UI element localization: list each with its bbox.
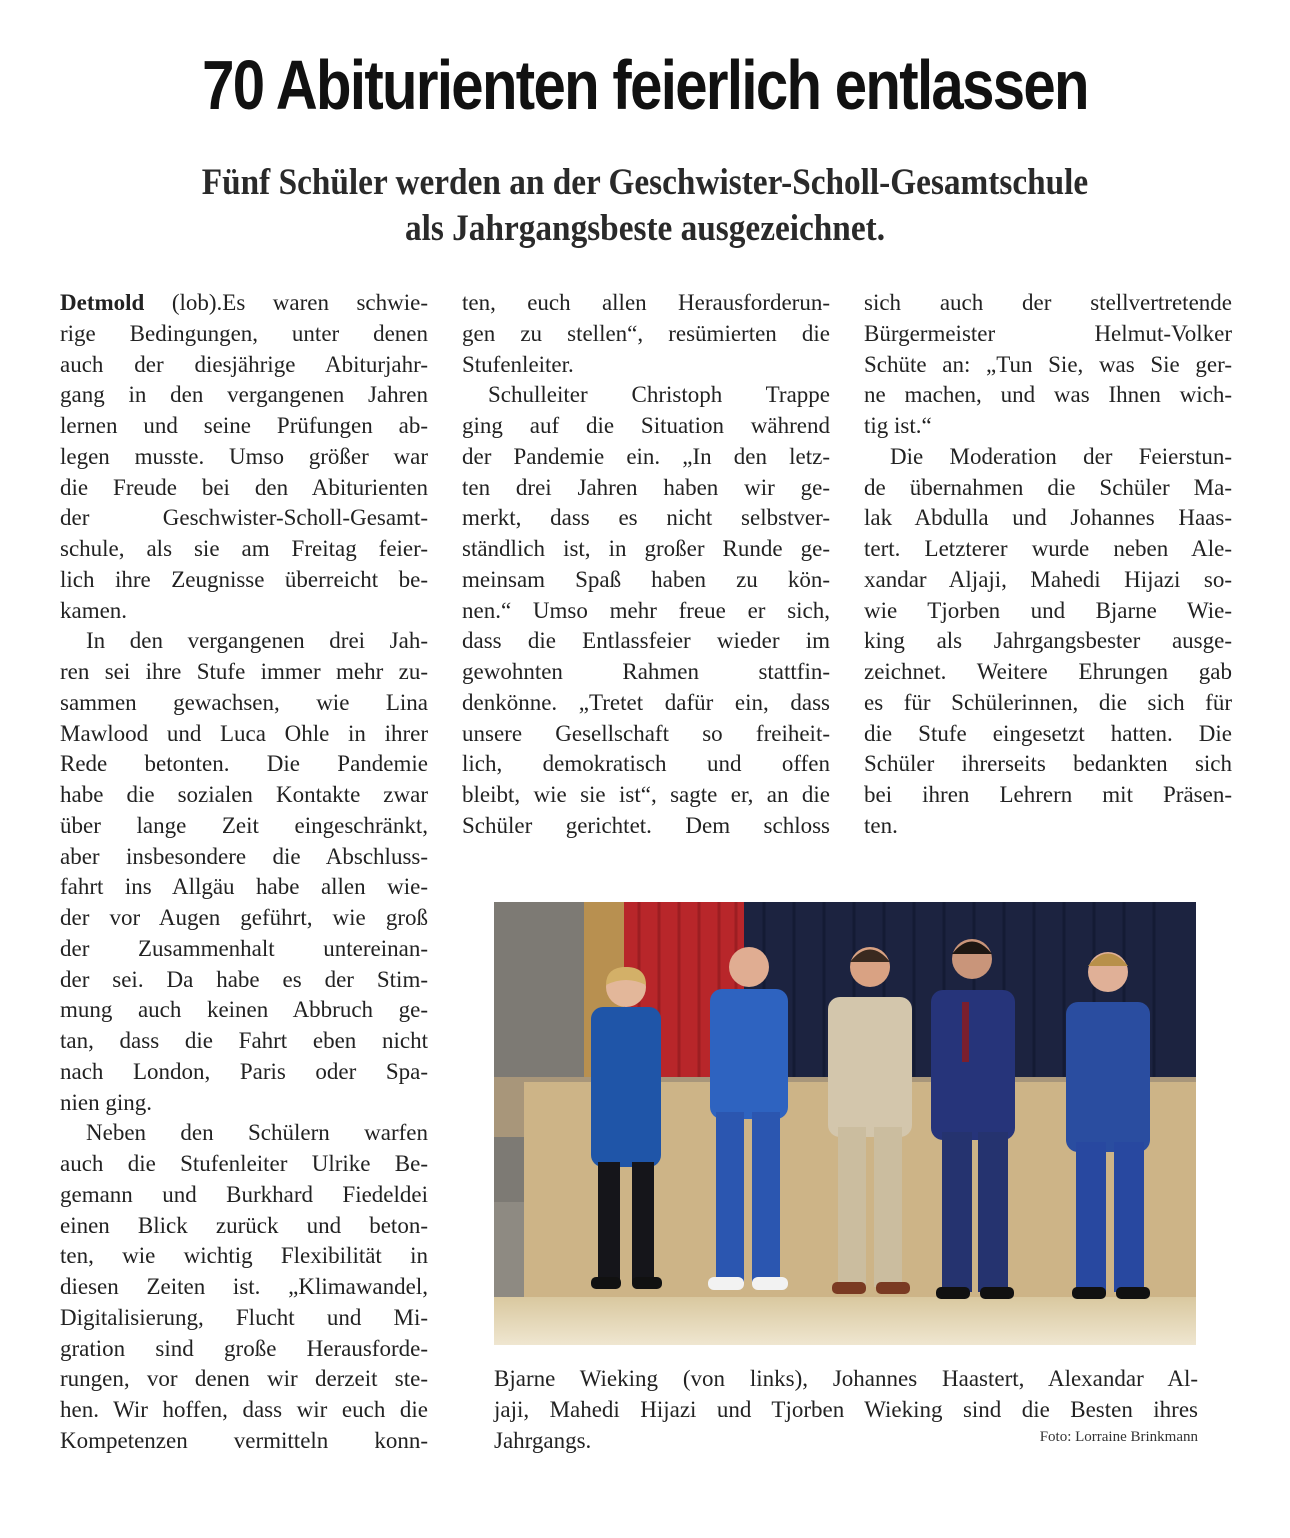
article-column-1 [60, 288, 428, 1457]
article-line: de übernahmen die Schüler Ma- [864, 474, 1232, 500]
article-line: der Geschwister-Scholl-Gesamt- [60, 505, 428, 531]
article-line: Stufenleiter. [462, 351, 574, 377]
article-line: wie Tjorben und Bjarne Wie- [864, 597, 1232, 623]
article-line: lich, demokratisch und offen [462, 751, 830, 777]
article-line: kamen. [60, 597, 128, 623]
article-line [60, 288, 428, 319]
article-line: fahrt ins Allgäu habe allen wie- [60, 874, 428, 900]
article-line: Schulleiter Christoph Trappe [488, 382, 830, 408]
article-line: bleibt, wie sie ist“, sagte er, an die [462, 782, 830, 807]
article-line: lernen und seine Prüfungen ab- [60, 413, 428, 438]
article-line: ten, wie wichtig Flexibilität in [60, 1243, 428, 1269]
article-line: tert. Letzterer wurde neben Ale- [864, 536, 1232, 561]
headline: 70 Abiturienten feierlich entlassen [202, 46, 1088, 124]
article-photo [494, 902, 1196, 1345]
article-line: nach London, Paris oder Spa- [60, 1058, 428, 1084]
article-line: In den vergangenen drei Jah- [86, 628, 428, 654]
article-line: mung auch keinen Abbruch ge- [60, 997, 428, 1023]
article-line: ten. [864, 812, 898, 838]
article-line: tig ist.“ [864, 413, 932, 438]
article-line: auch der diesjährige Abiturjahr- [60, 351, 428, 377]
article-line: ständlich ist, in großer Runde ge- [462, 536, 830, 561]
article-line: schule, als sie am Freitag feier- [60, 536, 428, 561]
article-line: die Freude bei den Abiturienten [60, 474, 428, 500]
article-line: unsere Gesellschaft so freiheit- [462, 720, 830, 746]
article-line: zeichnet. Weitere Ehrungen gab [864, 659, 1232, 684]
article-line: bei ihren Lehrern mit Präsen- [864, 782, 1232, 807]
caption-line: Bjarne Wieking (von links), Johannes Haastert, Alexandar Al- [494, 1366, 1198, 1391]
subheadline [65, 160, 1226, 252]
article-line: ne machen, und was Ihnen wich- [864, 382, 1232, 408]
article-line: der vor Augen geführt, wie groß [60, 905, 428, 930]
article-line: denkönne. „Tretet dafür ein, dass [462, 689, 830, 715]
article-column-3 [864, 288, 1232, 842]
article-line: Digitalisierung, Flucht und Mi- [60, 1304, 428, 1330]
caption-line: jaji, Mahedi Hijazi und Tjorben Wieking sind die Besten ihres [494, 1397, 1198, 1422]
article-line: merkt, dass es nicht selbstver- [462, 505, 830, 531]
article-line: über lange Zeit eingeschränkt, [60, 812, 428, 838]
article-line: die Stufe eingesetzt hatten. Die [864, 720, 1232, 746]
article-line: Bürgermeister Helmut-Volker [864, 320, 1232, 346]
article-line: Mawlood und Luca Ohle in ihrer [60, 720, 428, 746]
article-line: nen.“ Umso mehr freue er sich, [462, 597, 830, 623]
article-line-text: (lob).Es waren schwie- [144, 290, 428, 315]
article-line: der Pandemie ein. „In den letz- [462, 443, 830, 469]
article-line: Die Moderation der Feierstun- [890, 443, 1232, 469]
article-line: dass die Entlassfeier wieder im [462, 628, 830, 654]
photo-caption [494, 1363, 1198, 1456]
article-line: king als Jahrgangsbester ausge- [864, 628, 1232, 654]
article-line: sich auch der stellvertretende [864, 290, 1232, 315]
article-column-2 [462, 288, 830, 842]
caption-line: Jahrgangs. [494, 1428, 592, 1453]
article-line: diesen Zeiten ist. „Klimawandel, [60, 1274, 428, 1299]
article-line: legen musste. Umso größer war [60, 443, 428, 469]
article-line: es für Schülerinnen, die sich für [864, 689, 1232, 715]
article-line: rungen, vor denen wir derzeit ste- [60, 1366, 428, 1392]
subheadline-line: Fünf Schüler werden an der Geschwister-Scholl-Gesamtschule [201, 162, 1089, 203]
article-line: Schüler ihrerseits bedankten sich [864, 751, 1232, 777]
article-line: tan, dass die Fahrt eben nicht [60, 1028, 428, 1053]
article-line: lak Abdulla und Johannes Haas- [864, 505, 1232, 531]
article-line: xandar Aljaji, Mahedi Hijazi so- [864, 566, 1232, 592]
article-line: ging auf die Situation während [462, 413, 830, 438]
article-line: Neben den Schülern warfen [86, 1120, 428, 1146]
article-line: rige Bedingungen, unter denen [60, 320, 428, 346]
article-line: ren sei ihre Stufe immer mehr zu- [60, 659, 428, 684]
article-line: gemann und Burkhard Fiedeldei [60, 1181, 428, 1207]
article-line: ten drei Jahren haben wir ge- [462, 474, 830, 500]
article-line: Kompetenzen vermitteln konn- [60, 1427, 428, 1453]
article-line: lich ihre Zeugnisse überreicht be- [60, 566, 428, 592]
article-line: gration sind große Herausforde- [60, 1335, 428, 1361]
photo-credit: Foto: Lorraine Brinkmann [1039, 1429, 1198, 1445]
article-line: habe die sozialen Kontakte zwar [60, 782, 428, 807]
article-line: gang in den vergangenen Jahren [60, 382, 428, 408]
article-line: meinsam Spaß haben zu kön- [462, 566, 830, 592]
article-line: auch die Stufenleiter Ulrike Be- [60, 1151, 428, 1176]
article-line: der sei. Da habe es der Stim- [60, 966, 428, 992]
article-line: hen. Wir hoffen, dass wir euch die [60, 1397, 428, 1422]
article-line: der Zusammenhalt untereinan- [60, 935, 428, 961]
photo-graduates-image [494, 902, 1196, 1345]
article-line: aber insbesondere die Abschluss- [60, 843, 428, 869]
article-line: gen zu stellen“, resümierten die [462, 320, 830, 346]
article-line: ten, euch allen Herausforderun- [462, 290, 830, 315]
article-line: gewohnten Rahmen stattfin- [462, 659, 830, 684]
article-line: nien ging. [60, 1089, 152, 1115]
article-line: Rede betonten. Die Pandemie [60, 751, 428, 777]
dateline: Detmold [60, 290, 145, 315]
subheadline-line: als Jahrgangsbeste ausgezeichnet. [404, 208, 886, 249]
article-line: einen Blick zurück und beton- [60, 1212, 428, 1238]
article-line: Schüler gerichtet. Dem schloss [462, 812, 830, 838]
article-line: Schüte an: „Tun Sie, was Sie ger- [864, 351, 1232, 377]
article-line: sammen gewachsen, wie Lina [60, 689, 428, 715]
